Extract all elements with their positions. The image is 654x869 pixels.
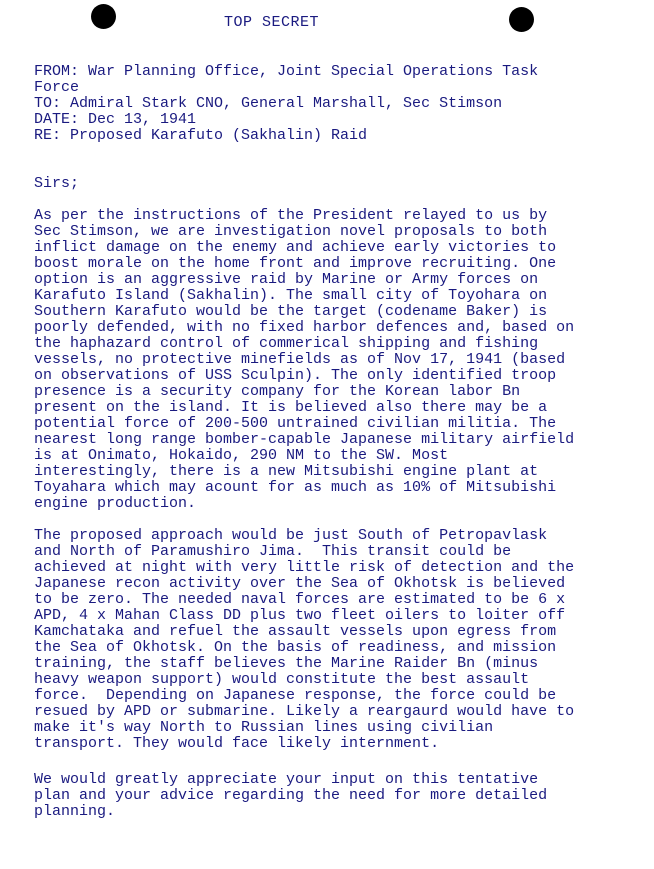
date-line: DATE: Dec 13, 1941 bbox=[34, 111, 197, 128]
text-line: heavy weapon support) would constitute the best assault bbox=[34, 671, 530, 688]
text-line: As per the instructions of the President relayed to us by bbox=[34, 207, 548, 224]
text-line: APD, 4 x Mahan Class DD plus two fleet oilers to loiter off bbox=[34, 607, 566, 624]
text-line: make it's way North to Russian lines using civilian bbox=[34, 719, 494, 736]
from-line-2: Force bbox=[34, 79, 80, 96]
punch-hole-right bbox=[509, 7, 534, 32]
text-line: engine production. bbox=[34, 495, 197, 512]
text-line: poorly defended, with no fixed harbor defences and, based on bbox=[34, 319, 575, 336]
text-line: achieved at night with very little risk of detection and the bbox=[34, 559, 575, 576]
to-line: TO: Admiral Stark CNO, General Marshall, Sec Stimson bbox=[34, 95, 503, 112]
text-line: plan and your advice regarding the need for more detailed bbox=[34, 787, 548, 804]
text-line: Southern Karafuto would be the target (codename Baker) is bbox=[34, 303, 548, 320]
text-line: inflict damage on the enemy and achieve early victories to bbox=[34, 239, 557, 256]
text-line: Japanese recon activity over the Sea of Okhotsk is believed bbox=[34, 575, 566, 592]
subject-line: RE: Proposed Karafuto (Sakhalin) Raid bbox=[34, 127, 368, 144]
text-line: potential force of 200-500 untrained civilian militia. The bbox=[34, 415, 557, 432]
text-line: Toyahara which may acount for as much as 10% of Mitsubishi bbox=[34, 479, 557, 496]
classification-marking: TOP SECRET bbox=[224, 14, 320, 31]
text-line: the haphazard control of commerical shipping and fishing bbox=[34, 335, 539, 352]
text-line: the Sea of Okhotsk. On the basis of readiness, and mission bbox=[34, 639, 557, 656]
text-line: on observations of USS Sculpin). The only identified troop bbox=[34, 367, 557, 384]
text-line: Kamchataka and refuel the assault vessels upon egress from bbox=[34, 623, 557, 640]
text-line: boost morale on the home front and improve recruiting. One bbox=[34, 255, 557, 272]
text-line: to be zero. The needed naval forces are estimated to be 6 x bbox=[34, 591, 566, 608]
text-line: is at Onimato, Hokaido, 290 NM to the SW. Most bbox=[34, 447, 449, 464]
text-line: transport. They would face likely internment. bbox=[34, 735, 440, 752]
text-line: present on the island. It is believed also there may be a bbox=[34, 399, 548, 416]
text-line: and North of Paramushiro Jima. This transit could be bbox=[34, 543, 512, 560]
text-line: nearest long range bomber-capable Japanese military airfield bbox=[34, 431, 575, 448]
text-line: Sec Stimson, we are investigation novel proposals to both bbox=[34, 223, 548, 240]
text-line: interestingly, there is a new Mitsubishi engine plant at bbox=[34, 463, 539, 480]
text-line: The proposed approach would be just South of Petropavlask bbox=[34, 527, 548, 544]
text-line: vessels, no protective minefields as of Nov 17, 1941 (based bbox=[34, 351, 566, 368]
text-line: Karafuto Island (Sakhalin). The small city of Toyohara on bbox=[34, 287, 548, 304]
from-line-1: FROM: War Planning Office, Joint Special Operations Task bbox=[34, 63, 539, 80]
salutation: Sirs; bbox=[34, 175, 80, 192]
text-line: resued by APD or submarine. Likely a reargaurd would have to bbox=[34, 703, 575, 720]
text-line: planning. bbox=[34, 803, 116, 820]
text-line: training, the staff believes the Marine Raider Bn (minus bbox=[34, 655, 539, 672]
text-line: presence is a security company for the Korean labor Bn bbox=[34, 383, 521, 400]
punch-hole-left bbox=[91, 4, 116, 29]
text-line: We would greatly appreciate your input on this tentative bbox=[34, 771, 539, 788]
text-line: option is an aggressive raid by Marine or Army forces on bbox=[34, 271, 539, 288]
text-line: force. Depending on Japanese response, the force could be bbox=[34, 687, 557, 704]
